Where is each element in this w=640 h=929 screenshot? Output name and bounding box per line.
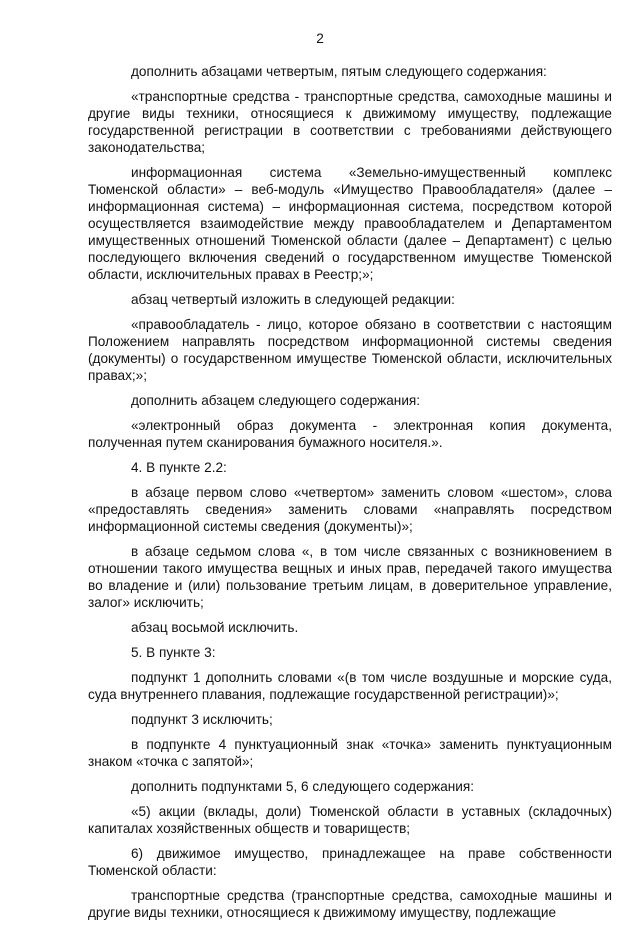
paragraph: дополнить подпунктами 5, 6 следующего содержания: bbox=[131, 779, 475, 794]
paragraph: подпункт 1 дополнить словами «(в том числе воздушные и морские суда, суда внутреннего плавания, подлежащие государственной регистрации)»; bbox=[88, 670, 612, 702]
paragraph: в абзаце седьмом слова «, в том числе связанных с возникновением в отношении такого имущества вещных и иных прав, передачей такого имущества во владение и (или) пользование третьим лицам, в доверительное управление, залог» исключить; bbox=[88, 544, 612, 610]
paragraph: 5. В пункте 3: bbox=[131, 645, 216, 660]
paragraph: в подпункте 4 пунктуационный знак «точка» заменить пунктуационным знаком «точка с запятой»; bbox=[88, 737, 612, 769]
paragraph: дополнить абзацами четвертым, пятым следующего содержания: bbox=[131, 64, 547, 79]
paragraph: «5) акции (вклады, доли) Тюменской области в уставных (складочных) капиталах хозяйственных обществ и товариществ; bbox=[88, 804, 612, 836]
paragraph: «электронный образ документа - электронная копия документа, полученная путем сканирования бумажного носителя.». bbox=[88, 418, 612, 450]
page-number: 2 bbox=[316, 31, 324, 46]
paragraph: абзац восьмой исключить. bbox=[131, 620, 299, 635]
paragraph: 4. В пункте 2.2: bbox=[131, 460, 227, 475]
paragraph: информационная система «Земельно-имущественный комплекс Тюменской области» – веб-модуль «Имущество Правообладателя» (далее – информационная система) – информационная система, посредством которой осуществляется взаимодействие между правообладателем и Департаментом имущественных отношений Тюменской области (далее – Департамент) с целью последующего включения сведений о государственном имуществе Тюменской области, исключительных правах в Реестр;»; bbox=[88, 165, 612, 282]
document-body bbox=[88, 63, 612, 929]
paragraph: «транспортные средства - транспортные средства, самоходные машины и другие виды техники, относящиеся к движимому имуществу, подлежащие государственной регистрации в соответствии с требованиями действующего законодательства; bbox=[88, 89, 612, 155]
paragraph: в абзаце первом слово «четвертом» заменить словом «шестом», слова «предоставлять сведения» заменить словами «направлять посредством информационной системы сведения (документы)»; bbox=[88, 485, 612, 534]
paragraph: дополнить абзацем следующего содержания: bbox=[131, 393, 421, 408]
paragraph: подпункт 3 исключить; bbox=[131, 712, 273, 727]
paragraph: транспортные средства (транспортные средства, самоходные машины и другие виды техники, относящиеся к движимому имуществу, подлежащие bbox=[88, 888, 612, 920]
paragraph: 6) движимое имущество, принадлежащее на праве собственности Тюменской области: bbox=[88, 846, 612, 878]
paragraph: абзац четвертый изложить в следующей редакции: bbox=[131, 292, 455, 307]
paragraph: «правообладатель - лицо, которое обязано в соответствии с настоящим Положением направлять посредством информационной системы сведения (документы) о государственном имуществе Тюменской области, исключительных правах;»; bbox=[88, 317, 612, 383]
